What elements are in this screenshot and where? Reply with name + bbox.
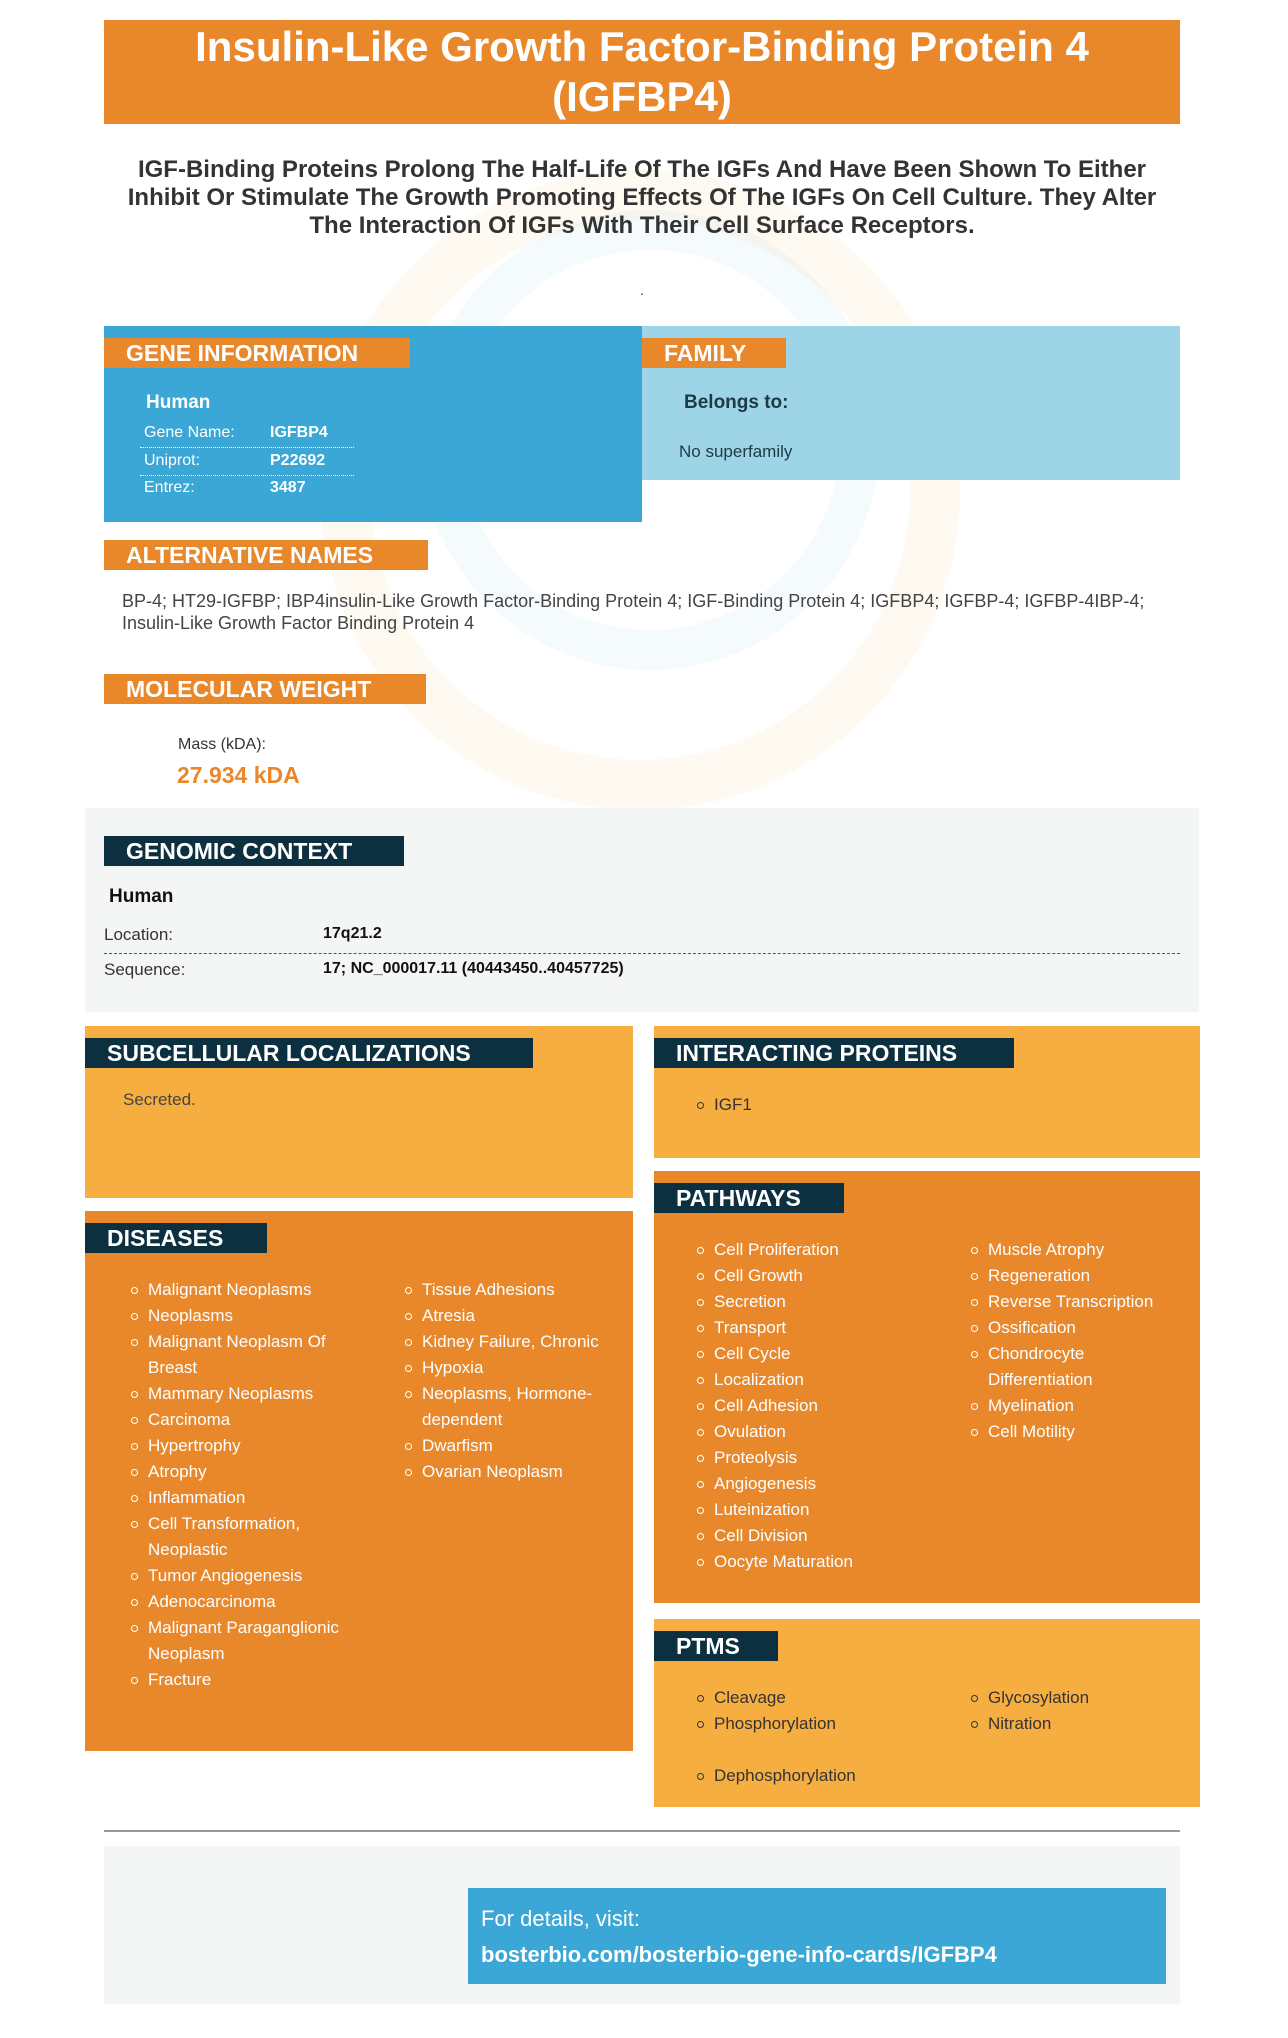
summary-text: IGF-Binding Proteins Prolong The Half-Life Of The IGFs And Have Been Shown To Either Inhibit Or Stimulate The Growth Promoting Effects Of The IGFs On Cell Culture. They Alter The Interaction Of IGFs With Their Cell Surface Receptors. xyxy=(127,156,1157,239)
genomic-separator xyxy=(104,953,1180,954)
mass-value: 27.934 kDA xyxy=(177,762,300,788)
interacting-proteins-heading: INTERACTING PROTEINS xyxy=(654,1038,1014,1068)
list-item: Adenocarcinoma xyxy=(128,1589,348,1615)
list-item: Dephosphorylation xyxy=(694,1763,934,1789)
location-label: Location: xyxy=(104,925,173,944)
pathways-heading: PATHWAYS xyxy=(654,1183,844,1213)
list-item: Luteinization xyxy=(694,1497,934,1523)
list-item: Hypoxia xyxy=(402,1355,612,1381)
list-item: Chondrocyte Differentiation xyxy=(968,1341,1158,1393)
list-item: Atrophy xyxy=(128,1459,348,1485)
list-item: Inflammation xyxy=(128,1485,348,1511)
ptms-heading: PTMS xyxy=(654,1631,778,1661)
visit-label: For details, visit: xyxy=(481,1906,640,1931)
list-item: Cell Transformation, Neoplastic xyxy=(128,1511,348,1563)
page-title xyxy=(104,20,1180,124)
list-item: Cell Growth xyxy=(694,1263,934,1289)
family-heading: FAMILY xyxy=(642,338,786,368)
location-value: 17q21.2 xyxy=(323,925,382,942)
visit-box xyxy=(468,1888,1166,1984)
uniprot-value: P22692 xyxy=(270,452,326,469)
list-item: Angiogenesis xyxy=(694,1471,934,1497)
subcellular-text: Secreted. xyxy=(123,1090,196,1109)
gene-name-label: Gene Name: xyxy=(144,424,235,441)
genomic-context-heading: GENOMIC CONTEXT xyxy=(104,836,404,866)
family-belongs-label: Belongs to: xyxy=(684,392,789,413)
list-item: Cell Motility xyxy=(968,1419,1188,1445)
interacting-proteins-list xyxy=(694,1092,752,1118)
diseases-list-col1 xyxy=(128,1277,348,1693)
list-item: IGF1 xyxy=(694,1092,752,1118)
details-link[interactable]: bosterbio.com/bosterbio-gene-info-cards/IGFBP4 xyxy=(481,1942,997,1967)
list-item: Localization xyxy=(694,1367,934,1393)
list-item: Regeneration xyxy=(968,1263,1188,1289)
summary-dot: . xyxy=(640,282,644,298)
list-item: Phosphorylation xyxy=(694,1711,934,1737)
list-item: Kidney Failure, Chronic xyxy=(402,1329,612,1355)
pathways-list-col2 xyxy=(968,1237,1188,1445)
list-item: Fracture xyxy=(128,1667,348,1693)
list-item: Oocyte Maturation xyxy=(694,1549,934,1575)
list-item: Mammary Neoplasms xyxy=(128,1381,348,1407)
gene-separator xyxy=(140,447,354,448)
list-item: Transport xyxy=(694,1315,934,1341)
gene-species: Human xyxy=(146,392,211,413)
title-line-1: Insulin-Like Growth Factor-Binding Protein 4 xyxy=(195,23,1089,70)
subcellular-panel xyxy=(85,1026,633,1198)
title-line-2: (IGFBP4) xyxy=(552,73,732,120)
list-item: Myelination xyxy=(968,1393,1188,1419)
uniprot-label: Uniprot: xyxy=(144,452,201,469)
sequence-value: 17; NC_000017.11 (40443450..40457725) xyxy=(323,960,624,977)
list-item: Proteolysis xyxy=(694,1445,934,1471)
list-item: Tumor Angiogenesis xyxy=(128,1563,348,1589)
diseases-list-col2 xyxy=(402,1277,612,1485)
list-item: Malignant Neoplasm Of Breast xyxy=(128,1329,348,1381)
alternative-names-text: BP-4; HT29-IGFBP; IBP4insulin-Like Growth Factor-Binding Protein 4; IGF-Binding Protein 4; IGFBP4; IGFBP-4; IGFBP-4IBP-4; Insulin-Like Growth Factor Binding Protein 4 xyxy=(122,591,1145,633)
ptms-list-col1 xyxy=(694,1685,934,1737)
list-item: Secretion xyxy=(694,1289,934,1315)
list-item: Reverse Transcription xyxy=(968,1289,1188,1315)
list-item: Neoplasms, Hormone-dependent xyxy=(402,1381,612,1433)
alternative-names-heading: ALTERNATIVE NAMES xyxy=(104,540,428,570)
list-item: Ovulation xyxy=(694,1419,934,1445)
list-item: Tissue Adhesions xyxy=(402,1277,612,1303)
list-item: Muscle Atrophy xyxy=(968,1237,1188,1263)
list-item: Cell Adhesion xyxy=(694,1393,934,1419)
sequence-label: Sequence: xyxy=(104,960,186,979)
genomic-context-panel xyxy=(85,808,1199,1012)
entrez-label: Entrez: xyxy=(144,479,195,496)
list-item: Ossification xyxy=(968,1315,1188,1341)
interacting-proteins-panel xyxy=(654,1026,1200,1158)
list-item: Dwarfism xyxy=(402,1433,612,1459)
diseases-heading: DISEASES xyxy=(85,1223,267,1253)
list-item: Carcinoma xyxy=(128,1407,348,1433)
genomic-species: Human xyxy=(109,886,174,907)
ptms-panel xyxy=(654,1619,1200,1807)
ptms-list-col2 xyxy=(968,1685,1188,1737)
list-item: Cleavage xyxy=(694,1685,934,1711)
pathways-list-col1 xyxy=(694,1237,934,1575)
list-item: Atresia xyxy=(402,1303,612,1329)
footer-divider xyxy=(104,1830,1180,1832)
mass-label: Mass (kDA): xyxy=(178,736,266,753)
list-item: Ovarian Neoplasm xyxy=(402,1459,612,1485)
list-item: Glycosylation xyxy=(968,1685,1188,1711)
gene-separator xyxy=(140,475,354,476)
gene-information-heading: GENE INFORMATION xyxy=(104,338,410,368)
family-value: No superfamily xyxy=(679,442,793,461)
family-panel xyxy=(642,326,1180,480)
list-item: Malignant Paraganglionic Neoplasm xyxy=(128,1615,348,1667)
subcellular-heading: SUBCELLULAR LOCALIZATIONS xyxy=(85,1038,533,1068)
gene-name-value: IGFBP4 xyxy=(270,424,328,441)
list-item: Neoplasms xyxy=(128,1303,348,1329)
diseases-panel xyxy=(85,1211,633,1751)
list-item: Cell Cycle xyxy=(694,1341,934,1367)
gene-information-panel xyxy=(104,326,642,522)
list-item: Cell Proliferation xyxy=(694,1237,934,1263)
list-item: Cell Division xyxy=(694,1523,934,1549)
list-item: Hypertrophy xyxy=(128,1433,348,1459)
pathways-panel xyxy=(654,1171,1200,1603)
entrez-value: 3487 xyxy=(270,479,306,496)
ptms-list-extra xyxy=(694,1763,934,1789)
molecular-weight-heading: MOLECULAR WEIGHT xyxy=(104,674,426,704)
list-item: Nitration xyxy=(968,1711,1188,1737)
list-item: Malignant Neoplasms xyxy=(128,1277,348,1303)
